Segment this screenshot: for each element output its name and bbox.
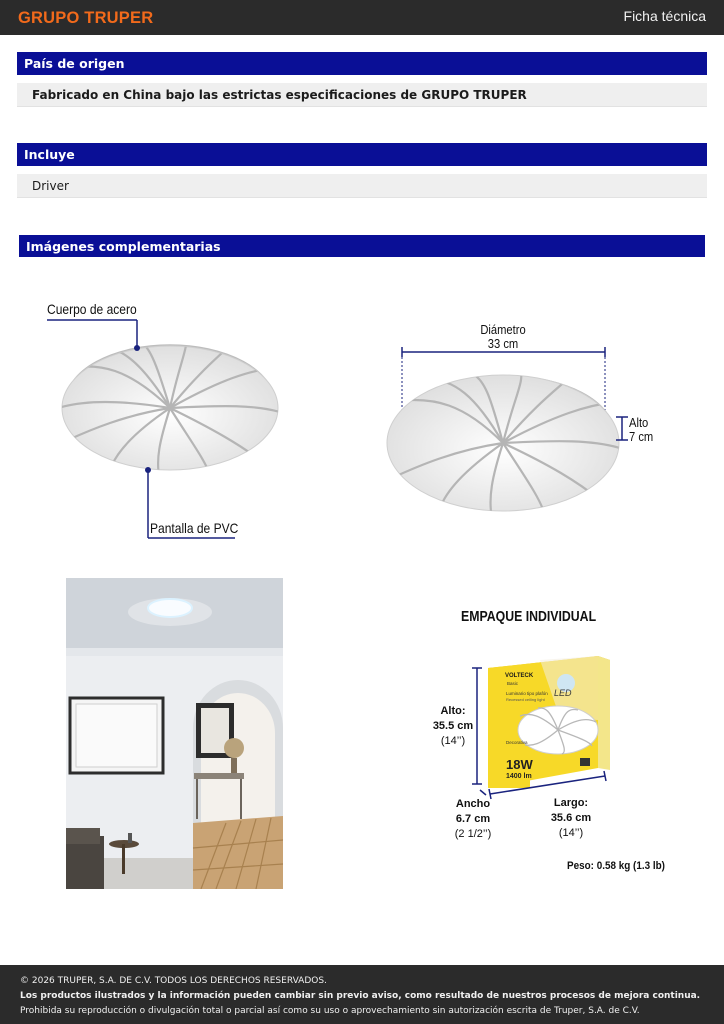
section-header-images: Imágenes complementarias [19, 235, 705, 257]
package-width-imperial: (2 1/2’’) [454, 828, 492, 840]
label-diameter [460, 323, 546, 351]
package-title: EMPAQUE INDIVIDUAL [461, 608, 597, 625]
footer-prohibition: Prohibida su reproducción o divulgación total o parcial así como su uso o aprovechamiento sin autorización escrita de Truper, S.A. de C.V. [20, 1006, 640, 1016]
diameter-value: 33 cm [487, 336, 519, 351]
footer [0, 965, 724, 1024]
package-width-metric: 6.7 cm [455, 813, 491, 825]
footer-notice: Los productos ilustrados y la información pueden cambiar sin previo aviso, como resultado de nuestros procesos de mejora continua. [20, 991, 701, 1001]
parts-diagram [40, 290, 300, 550]
box-tech: LED [554, 688, 572, 698]
top-bar [0, 0, 724, 35]
package-length-label: Largo: [553, 797, 589, 809]
label-package-height [432, 704, 474, 749]
label-package-width [450, 797, 496, 842]
label-steel-body: Cuerpo de acero [47, 301, 137, 317]
footer-copyright: © 2026 TRUPER, S.A. DE C.V. TODOS LOS DERECHOS RESERVADOS. [20, 976, 327, 986]
label-package-length [548, 796, 594, 841]
section-header-includes: Incluye [17, 143, 707, 166]
height-label: Alto [629, 415, 649, 430]
package-height-metric: 35.5 cm [432, 720, 474, 732]
label-height [629, 416, 653, 444]
room-photo [66, 578, 283, 889]
package-height-imperial: (14’’) [440, 735, 466, 747]
package-weight: Peso: 0.58 kg (1.3 lb) [567, 860, 665, 872]
height-value: 7 cm [629, 429, 654, 444]
box-lumens: 1400 lm [506, 773, 532, 780]
box-product: Luminario tipo plafón [506, 691, 548, 696]
dimensions-diagram [380, 340, 660, 520]
package-box [470, 650, 620, 800]
package-length-metric: 35.6 cm [550, 812, 592, 824]
brand-logo: GRUPO TRUPER [18, 9, 154, 27]
includes-text: Driver [17, 174, 707, 198]
box-brand-sub: Basic [507, 681, 519, 686]
label-pvc-screen: Pantalla de PVC [150, 520, 239, 536]
box-brand: VOLTECK [505, 673, 534, 679]
box-watts: 18W [506, 757, 533, 772]
box-style: Decorativa [506, 740, 528, 745]
origin-text: Fabricado en China bajo las estrictas especificaciones de GRUPO TRUPER [17, 83, 707, 107]
section-header-origin: País de origen [17, 52, 707, 75]
document-type: Ficha técnica [623, 8, 706, 24]
diameter-label: Diámetro [480, 322, 526, 337]
package-height-label: Alto: [440, 705, 466, 717]
package-length-imperial: (14’’) [558, 827, 584, 839]
box-product-en: Recessed ceiling light [506, 697, 545, 702]
package-width-label: Ancho [455, 798, 491, 810]
